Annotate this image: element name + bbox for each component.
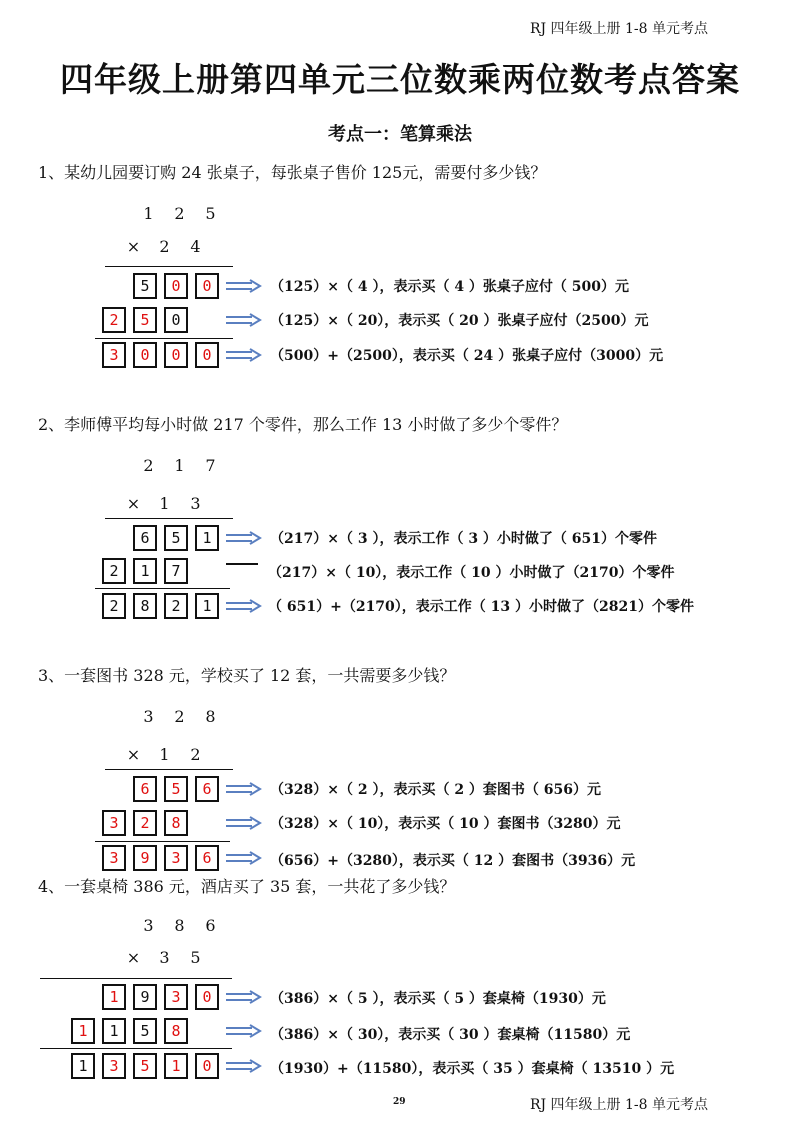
digit-box: 0 <box>164 307 188 333</box>
arrow-icon <box>226 816 262 830</box>
digit-box: 9 <box>133 984 157 1010</box>
digit: 2 <box>190 745 201 764</box>
multiplier-2 <box>118 494 211 513</box>
digit-box: 2 <box>102 593 126 619</box>
explanation: （386）×（ 5 ），表示买（ 5 ）套桌椅（1930）元 <box>270 991 606 1007</box>
digit: 3 <box>143 707 154 726</box>
digit-box: 0 <box>195 1053 219 1079</box>
digit: 1 <box>174 456 185 475</box>
times-symbol: × <box>126 745 141 764</box>
question-3: 3、一套图书 328 元，学校买了 12 套，一共需要多少钱？ <box>38 666 456 685</box>
product-line <box>105 769 233 770</box>
page-footer: RJ 四年级上册 1-8 单元考点 <box>529 1097 708 1113</box>
digit-box: 1 <box>195 525 219 551</box>
product-line <box>105 518 233 519</box>
sum-line <box>95 588 230 589</box>
digit: 5 <box>190 948 201 967</box>
multiplier-3 <box>118 745 211 764</box>
digit: 7 <box>205 456 216 475</box>
digit-box: 6 <box>133 525 157 551</box>
digit-box: 6 <box>133 776 157 802</box>
digit-box: 8 <box>164 810 188 836</box>
digit-box: 5 <box>164 525 188 551</box>
digit-box: 7 <box>164 558 188 584</box>
digit-box: 3 <box>164 845 188 871</box>
digit-box: 5 <box>133 307 157 333</box>
digit-box: 0 <box>164 342 188 368</box>
digit: 8 <box>205 707 216 726</box>
times-symbol: × <box>126 494 141 513</box>
digit-box: 2 <box>164 593 188 619</box>
explanation: （386）×（ 30），表示买（ 30 ）套桌椅（11580）元 <box>270 1027 631 1043</box>
digit-box: 1 <box>164 1053 188 1079</box>
explanation: （328）×（ 10），表示买（ 10 ）套图书（3280）元 <box>270 816 621 832</box>
digit-box: 5 <box>133 1053 157 1079</box>
digit: 3 <box>190 494 201 513</box>
digit: 2 <box>159 237 170 256</box>
digit: 2 <box>174 204 185 223</box>
digit-box: 5 <box>133 1018 157 1044</box>
explanation: （125）×（ 20），表示买（ 20 ）张桌子应付（2500）元 <box>270 313 649 329</box>
arrow-icon <box>226 851 262 865</box>
digit: 8 <box>174 916 185 935</box>
digit: 3 <box>143 916 154 935</box>
digit-box: 2 <box>102 558 126 584</box>
digit-box: 1 <box>133 558 157 584</box>
arrow-icon <box>226 279 262 293</box>
digit: 6 <box>205 916 216 935</box>
digit-box: 1 <box>71 1018 95 1044</box>
digit: 3 <box>159 948 170 967</box>
product-line <box>40 978 232 979</box>
explanation: （217）×（ 3 ），表示工作（ 3 ）小时做了（ 651）个零件 <box>270 531 658 547</box>
arrow-icon <box>226 599 262 613</box>
digit-box: 2 <box>102 307 126 333</box>
digit: 5 <box>205 204 216 223</box>
digit-box: 1 <box>195 593 219 619</box>
question-4: 4、一套桌椅 386 元，酒店买了 35 套，一共花了多少钱？ <box>38 877 456 896</box>
explanation: （328）×（ 2 ），表示买（ 2 ）套图书（ 656）元 <box>270 782 602 798</box>
digit-box: 1 <box>71 1053 95 1079</box>
digit: 1 <box>159 494 170 513</box>
digit: 2 <box>143 456 154 475</box>
digit-box: 8 <box>133 593 157 619</box>
dash-mark <box>226 563 258 565</box>
digit-box: 3 <box>102 845 126 871</box>
explanation: （656）+（3280），表示买（ 12 ）套图书（3936）元 <box>270 853 636 869</box>
page-title: 四年级上册第四单元三位数乘两位数考点答案 <box>60 60 740 99</box>
digit-box: 1 <box>102 1018 126 1044</box>
explanation: （ 651）+（2170），表示工作（ 13 ）小时做了（2821）个零件 <box>268 599 694 615</box>
arrow-icon <box>226 990 262 1004</box>
arrow-icon <box>226 782 262 796</box>
question-2: 2、李师傅平均每小时做 217 个零件，那么工作 13 小时做了多少个零件？ <box>38 415 568 434</box>
digit-box: 6 <box>195 845 219 871</box>
section-title: 考点一：笔算乘法 <box>328 124 472 145</box>
digit-box: 3 <box>102 810 126 836</box>
times-symbol: × <box>126 948 141 967</box>
digit-box: 3 <box>102 1053 126 1079</box>
explanation: （217）×（ 10），表示工作（ 10 ）小时做了（2170）个零件 <box>268 565 675 581</box>
digit-box: 9 <box>133 845 157 871</box>
sum-line <box>40 1048 232 1049</box>
digit-box: 3 <box>102 342 126 368</box>
digit-box: 5 <box>133 273 157 299</box>
arrow-icon <box>226 313 262 327</box>
digit-box: 0 <box>164 273 188 299</box>
digit-box: 0 <box>133 342 157 368</box>
multiplicand-4 <box>133 916 226 935</box>
multiplicand-2 <box>133 456 226 475</box>
sum-line <box>95 841 230 842</box>
digit-box: 3 <box>164 984 188 1010</box>
digit-box: 0 <box>195 273 219 299</box>
explanation: （1930）+（11580），表示买（ 35 ）套桌椅（ 13510 ）元 <box>270 1061 675 1077</box>
multiplier-1 <box>118 237 211 256</box>
digit-box: 5 <box>164 776 188 802</box>
arrow-icon <box>226 348 262 362</box>
arrow-icon <box>226 531 262 545</box>
explanation: （500）+（2500），表示买（ 24 ）张桌子应付（3000）元 <box>270 348 664 364</box>
digit-box: 1 <box>102 984 126 1010</box>
digit-box: 8 <box>164 1018 188 1044</box>
explanation: （125）×（ 4 ），表示买（ 4 ）张桌子应付（ 500）元 <box>270 279 630 295</box>
digit: 2 <box>174 707 185 726</box>
product-line <box>105 266 233 267</box>
digit: 4 <box>190 237 201 256</box>
arrow-icon <box>226 1059 262 1073</box>
digit-box: 0 <box>195 984 219 1010</box>
digit-box: 2 <box>133 810 157 836</box>
digit-box: 0 <box>195 342 219 368</box>
multiplicand-1 <box>133 204 226 223</box>
page-number: 29 <box>393 1097 406 1107</box>
question-1: 1、某幼儿园要订购 24 张桌子，每张桌子售价 125元，需要付多少钱？ <box>38 163 547 182</box>
multiplicand-3 <box>133 707 226 726</box>
page-header: RJ 四年级上册 1-8 单元考点 <box>529 21 708 37</box>
multiplier-4 <box>118 948 211 967</box>
arrow-icon <box>226 1024 262 1038</box>
digit: 1 <box>159 745 170 764</box>
sum-line <box>95 338 233 339</box>
digit: 1 <box>143 204 154 223</box>
digit-box: 6 <box>195 776 219 802</box>
times-symbol: × <box>126 237 141 256</box>
